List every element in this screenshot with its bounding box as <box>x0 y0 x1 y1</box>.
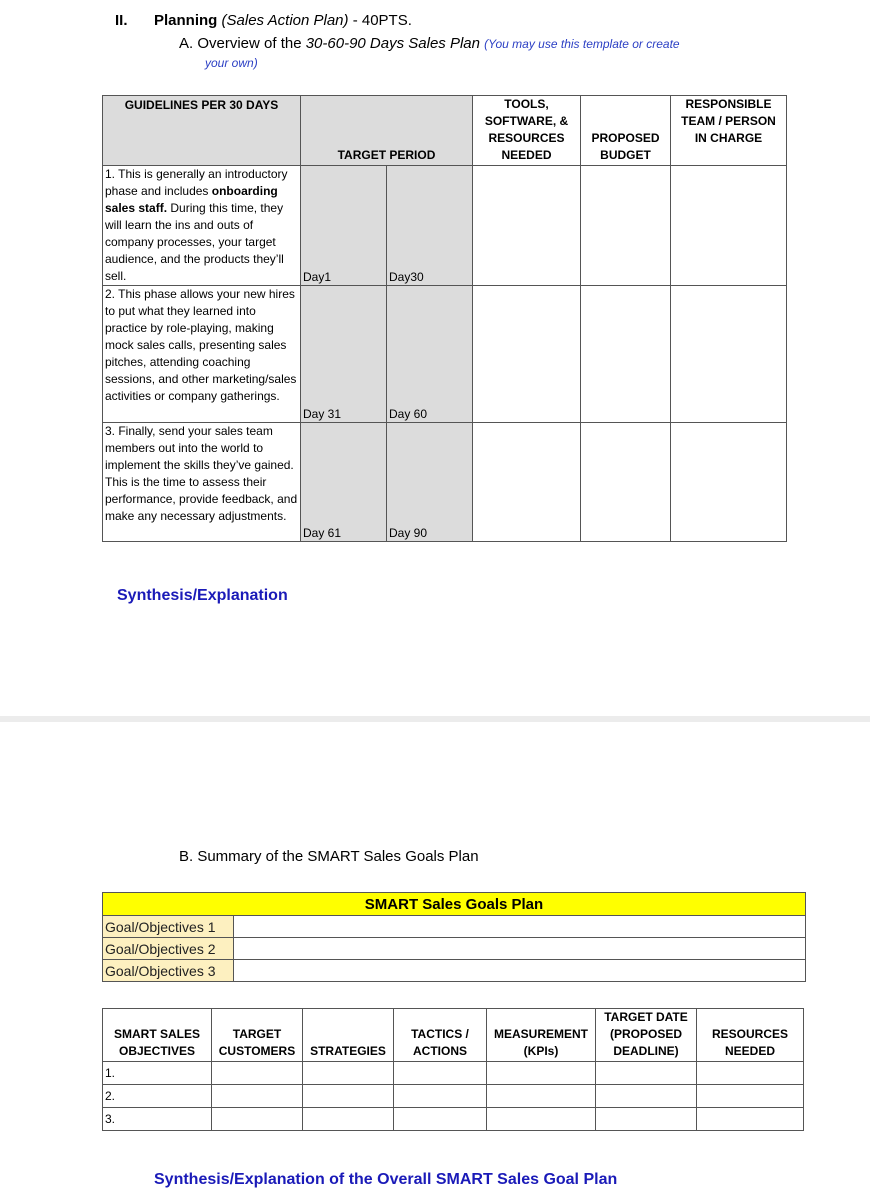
table-cell[interactable] <box>212 1108 303 1131</box>
synthesis-heading: Synthesis/Explanation <box>117 587 288 604</box>
part-a-heading: A. Overview of the 30-60-90 Days Sales Plan (You may use this template or create <box>179 35 680 52</box>
table-cell[interactable] <box>303 1062 394 1085</box>
smart-goals-title: SMART Sales Goals Plan <box>103 893 806 916</box>
table-row <box>103 1108 804 1131</box>
target-date-header: TARGET DATE (PROPOSED DEADLINE) <box>596 1009 697 1062</box>
responsible-header: RESPONSIBLE TEAM / PERSON IN CHARGE <box>671 96 787 166</box>
table-cell[interactable] <box>212 1062 303 1085</box>
goal-label: Goal/Objectives 1 <box>103 916 234 938</box>
start-day-cell: Day 31 <box>301 286 387 423</box>
table-row <box>103 1062 804 1085</box>
table-cell[interactable] <box>487 1062 596 1085</box>
table-cell[interactable] <box>697 1108 804 1131</box>
table-cell[interactable] <box>596 1108 697 1131</box>
section-number: II. <box>115 12 128 29</box>
table-row <box>103 960 806 982</box>
goal-input[interactable] <box>234 960 806 982</box>
end-day-cell: Day 90 <box>387 423 473 542</box>
guideline-cell: 1. This is generally an introductory phase and includes onboarding sales staff. During this time, they will learn the ins and outs of company processes, your target audience, and the products they’ll sell. <box>103 166 301 286</box>
row-number: 2. <box>103 1085 212 1108</box>
budget-cell[interactable] <box>581 423 671 542</box>
guideline-cell: 2. This phase allows your new hires to put what they learned into practice by role-playing, making mock sales calls, presenting sales pitches, attending coaching sessions, and other marketing/sales activities or company gatherings. <box>103 286 301 423</box>
responsible-cell[interactable] <box>671 286 787 423</box>
table-cell[interactable] <box>487 1108 596 1131</box>
table-row <box>103 938 806 960</box>
guidelines-header: GUIDELINES PER 30 DAYS <box>103 96 301 166</box>
table-cell[interactable] <box>303 1108 394 1131</box>
end-day-cell: Day30 <box>387 166 473 286</box>
table-cell[interactable] <box>394 1085 487 1108</box>
table-cell[interactable] <box>487 1085 596 1108</box>
template-note: (You may use this template or create <box>484 37 680 51</box>
tools-cell[interactable] <box>473 286 581 423</box>
tools-cell[interactable] <box>473 423 581 542</box>
table-row <box>103 916 806 938</box>
row-number: 1. <box>103 1062 212 1085</box>
overall-synthesis-heading: Synthesis/Explanation of the Overall SMART Sales Goal Plan <box>154 1171 618 1188</box>
resources-header: RESOURCES NEEDED <box>697 1009 804 1062</box>
table-cell[interactable] <box>212 1085 303 1108</box>
table-cell[interactable] <box>596 1085 697 1108</box>
row-number: 3. <box>103 1108 212 1131</box>
measurement-header: MEASUREMENT (KPIs) <box>487 1009 596 1062</box>
budget-header: PROPOSED BUDGET <box>581 96 671 166</box>
table-cell[interactable] <box>303 1085 394 1108</box>
smart-objectives-table <box>102 1008 804 1131</box>
goal-input[interactable] <box>234 938 806 960</box>
table-cell[interactable] <box>697 1062 804 1085</box>
table-cell[interactable] <box>596 1062 697 1085</box>
table-cell[interactable] <box>394 1108 487 1131</box>
target-period-header: TARGET PERIOD <box>301 96 473 166</box>
smart-goals-table <box>102 892 806 982</box>
part-b-heading: B. Summary of the SMART Sales Goals Plan <box>179 848 479 865</box>
budget-cell[interactable] <box>581 166 671 286</box>
responsible-cell[interactable] <box>671 423 787 542</box>
customers-header: TARGET CUSTOMERS <box>212 1009 303 1062</box>
goal-label: Goal/Objectives 3 <box>103 960 234 982</box>
tactics-header: TACTICS / ACTIONS <box>394 1009 487 1062</box>
goal-input[interactable] <box>234 916 806 938</box>
responsible-cell[interactable] <box>671 166 787 286</box>
goal-label: Goal/Objectives 2 <box>103 938 234 960</box>
table-row <box>103 1085 804 1108</box>
tools-cell[interactable] <box>473 166 581 286</box>
start-day-cell: Day 61 <box>301 423 387 542</box>
section-title: Planning (Sales Action Plan) - 40PTS. <box>154 12 412 29</box>
start-day-cell: Day1 <box>301 166 387 286</box>
table-row <box>103 286 787 423</box>
strategies-header: STRATEGIES <box>303 1009 394 1062</box>
table-cell[interactable] <box>394 1062 487 1085</box>
page-divider <box>0 716 870 722</box>
sales-plan-table <box>102 95 787 542</box>
objectives-header: SMART SALES OBJECTIVES <box>103 1009 212 1062</box>
budget-cell[interactable] <box>581 286 671 423</box>
end-day-cell: Day 60 <box>387 286 473 423</box>
tools-header: TOOLS, SOFTWARE, & RESOURCES NEEDED <box>473 96 581 166</box>
table-cell[interactable] <box>697 1085 804 1108</box>
template-note-cont: your own) <box>205 56 258 70</box>
guideline-cell: 3. Finally, send your sales team members out into the world to implement the skills they’ve gained. This is the time to assess their performance, provide feedback, and make any necessary adjustments. <box>103 423 301 542</box>
table-row <box>103 423 787 542</box>
table-row <box>103 166 787 286</box>
